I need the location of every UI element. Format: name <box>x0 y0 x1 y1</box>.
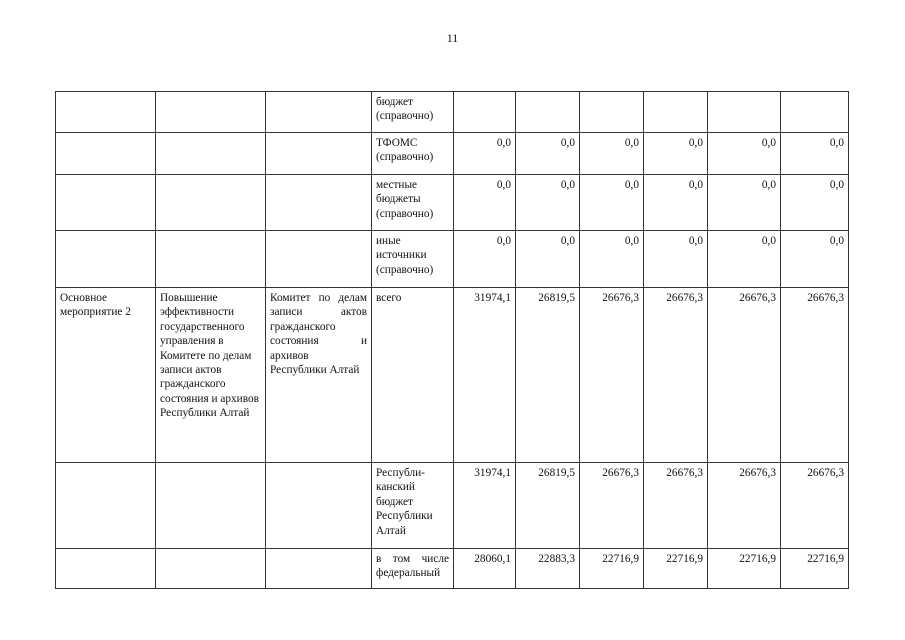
value-cell: 22716,9 <box>580 549 644 589</box>
value-cell <box>781 92 849 133</box>
value-cell: 0,0 <box>516 231 580 288</box>
value-cell <box>644 92 708 133</box>
event-name-cell <box>56 463 156 549</box>
value-cell: 0,0 <box>580 231 644 288</box>
executor-cell <box>266 175 372 231</box>
value-cell: 0,0 <box>516 133 580 175</box>
value-cell: 0,0 <box>708 175 781 231</box>
table-row <box>56 133 849 175</box>
event-description-cell <box>156 133 266 175</box>
value-cell: 26819,5 <box>516 463 580 549</box>
value-cell: 0,0 <box>781 231 849 288</box>
value-cell: 26676,3 <box>644 463 708 549</box>
value-cell: 26676,3 <box>781 288 849 463</box>
executor-cell <box>266 463 372 549</box>
event-description-cell <box>156 231 266 288</box>
value-cell: 31974,1 <box>454 463 516 549</box>
value-cell: 26676,3 <box>781 463 849 549</box>
executor-cell: Комитет по делам записи актов гражданского состояния и архивов Республики Алтай <box>266 288 372 463</box>
executor-cell <box>266 231 372 288</box>
value-cell: 26676,3 <box>580 463 644 549</box>
value-cell: 0,0 <box>644 231 708 288</box>
funding-source-cell: в том числе федеральный <box>372 549 454 589</box>
event-description-cell <box>156 463 266 549</box>
event-name-cell: Основное мероприятие 2 <box>56 288 156 463</box>
event-name-cell <box>56 231 156 288</box>
value-cell: 0,0 <box>580 175 644 231</box>
funding-source-cell: иные источники (справочно) <box>372 231 454 288</box>
value-cell: 0,0 <box>644 133 708 175</box>
table-row <box>56 231 849 288</box>
value-cell: 22716,9 <box>708 549 781 589</box>
value-cell: 0,0 <box>454 231 516 288</box>
event-name-cell <box>56 133 156 175</box>
value-cell: 22716,9 <box>644 549 708 589</box>
value-cell <box>454 92 516 133</box>
value-cell: 0,0 <box>781 133 849 175</box>
value-cell: 26676,3 <box>644 288 708 463</box>
event-name-cell <box>56 549 156 589</box>
table-row <box>56 463 849 549</box>
value-cell: 22883,3 <box>516 549 580 589</box>
event-description-cell <box>156 175 266 231</box>
funding-source-cell: местные бюджеты (справочно) <box>372 175 454 231</box>
event-description-cell <box>156 92 266 133</box>
funding-source-cell: ТФОМС (справочно) <box>372 133 454 175</box>
value-cell: 0,0 <box>516 175 580 231</box>
event-description-cell: Повышение эффективности государственного управления в Комитете по делам записи актов гражданского состояния и архивов Республики Алтай <box>156 288 266 463</box>
value-cell: 0,0 <box>708 133 781 175</box>
value-cell: 26676,3 <box>708 288 781 463</box>
table-row <box>56 288 849 463</box>
value-cell: 0,0 <box>454 133 516 175</box>
value-cell: 0,0 <box>781 175 849 231</box>
value-cell: 26819,5 <box>516 288 580 463</box>
value-cell <box>580 92 644 133</box>
funding-source-cell: всего <box>372 288 454 463</box>
value-cell: 26676,3 <box>580 288 644 463</box>
table-row <box>56 175 849 231</box>
executor-cell <box>266 549 372 589</box>
value-cell: 0,0 <box>580 133 644 175</box>
event-description-cell <box>156 549 266 589</box>
value-cell: 28060,1 <box>454 549 516 589</box>
value-cell: 31974,1 <box>454 288 516 463</box>
value-cell: 0,0 <box>708 231 781 288</box>
budget-table <box>55 91 849 589</box>
value-cell: 26676,3 <box>708 463 781 549</box>
table-row <box>56 92 849 133</box>
value-cell <box>708 92 781 133</box>
page-number: 11 <box>446 31 459 45</box>
executor-cell <box>266 133 372 175</box>
table-row <box>56 549 849 589</box>
event-name-cell <box>56 92 156 133</box>
funding-source-cell: бюджет (справочно) <box>372 92 454 133</box>
event-name-cell <box>56 175 156 231</box>
value-cell: 0,0 <box>644 175 708 231</box>
executor-cell <box>266 92 372 133</box>
value-cell: 0,0 <box>454 175 516 231</box>
value-cell: 22716,9 <box>781 549 849 589</box>
value-cell <box>516 92 580 133</box>
funding-source-cell: Республи-канский бюджет Республики Алтай <box>372 463 454 549</box>
